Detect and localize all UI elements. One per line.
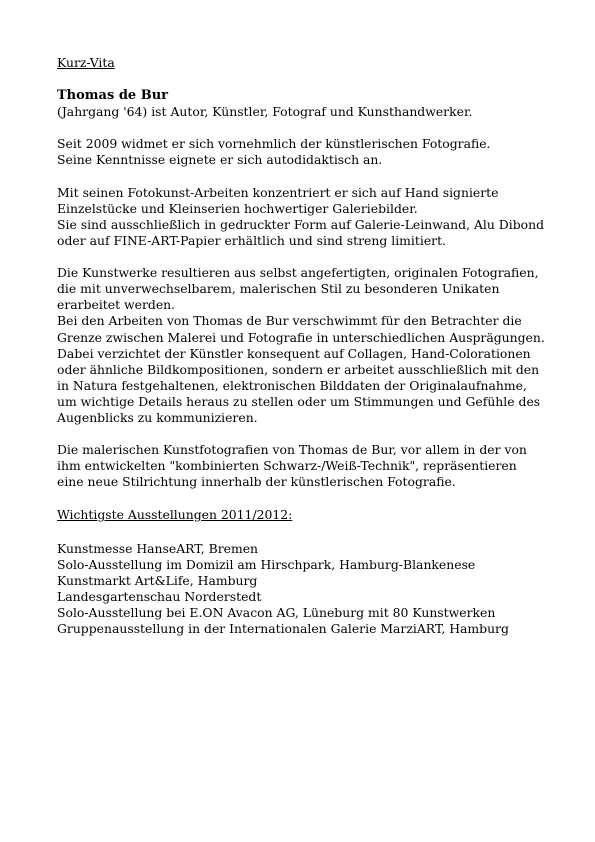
paragraph-line: Einzelstücke und Kleinserien hochwertiger Galeriebilder.: [57, 200, 418, 216]
exhibition-item: Kunstmarkt Art&Life, Hamburg: [57, 572, 258, 588]
paragraph-line: um wichtige Details heraus zu stellen oder um Stimmungen und Gefühle des: [57, 393, 541, 409]
document-page: [57, 55, 577, 637]
paragraph-line: Die malerischen Kunstfotografien von Thomas de Bur, vor allem in der von: [57, 442, 527, 458]
paragraph-line: eine neue Stilrichtung innerhalb der künstlerischen Fotografie.: [57, 474, 456, 490]
author-name: Thomas de Bur: [57, 88, 168, 104]
paragraph-line: oder ähnliche Bildkompositionen, sondern er arbeitet ausschließlich mit den: [57, 361, 540, 377]
paragraph-line: die mit unverwechselbarem, malerischen Stil zu besonderen Unikaten: [57, 281, 500, 297]
paragraph-line: Augenblicks zu kommunizieren.: [57, 409, 258, 425]
exhibition-item: Kunstmesse HanseART, Bremen: [57, 540, 259, 556]
section-heading: Kurz-Vita: [57, 55, 115, 70]
paragraph-line: Dabei verzichtet der Künstler konsequent auf Collagen, Hand-Colorationen: [57, 345, 531, 361]
paragraph-1: [57, 136, 577, 168]
paragraph-line: erarbeitet werden.: [57, 297, 176, 313]
paragraph-line: Seit 2009 widmet er sich vornehmlich der künstlerischen Fotografie.: [57, 136, 491, 152]
exhibition-item: Solo-Ausstellung bei E.ON Avacon AG, Lüneburg mit 80 Kunstwerken: [57, 604, 496, 620]
paragraph-3: [57, 265, 577, 426]
exhibition-item: Solo-Ausstellung im Domizil am Hirschpark, Hamburg-Blankenese: [57, 556, 476, 572]
exhibitions-heading: Wichtigste Ausstellungen 2011/2012:: [57, 507, 293, 523]
paragraph-2: [57, 185, 577, 249]
exhibition-item: Landesgartenschau Norderstedt: [57, 588, 262, 604]
paragraph-4: [57, 442, 577, 490]
author-intro: (Jahrgang '64) ist Autor, Künstler, Fotograf und Kunsthandwerker.: [57, 104, 473, 120]
paragraph-line: Mit seinen Fotokunst-Arbeiten konzentriert er sich auf Hand signierte: [57, 184, 499, 200]
paragraph-line: Seine Kenntnisse eignete er sich autodidaktisch an.: [57, 152, 383, 168]
paragraph-line: Grenze zwischen Malerei und Fotografie in unterschiedlichen Ausprägungen.: [57, 329, 545, 345]
exhibition-item: Gruppenausstellung in der Internationalen Galerie MarziART, Hamburg: [57, 621, 509, 636]
paragraph-line: ihm entwickelten "kombinierten Schwarz-/Weiß-Technik", repräsentieren: [57, 458, 517, 474]
exhibitions-list: [57, 541, 577, 638]
paragraph-line: Die Kunstwerke resultieren aus selbst angefertigten, originalen Fotografien,: [57, 265, 539, 281]
paragraph-line: Bei den Arbeiten von Thomas de Bur verschwimmt für den Betrachter die: [57, 313, 522, 329]
paragraph-line: Sie sind ausschließlich in gedruckter Form auf Galerie-Leinwand, Alu Dibond: [57, 216, 545, 232]
paragraph-line: oder auf FINE-ART-Papier erhältlich und sind streng limitiert.: [57, 232, 446, 248]
paragraph-line: in Natura festgehaltenen, elektronischen Bilddaten der Originalaufnahme,: [57, 377, 527, 393]
